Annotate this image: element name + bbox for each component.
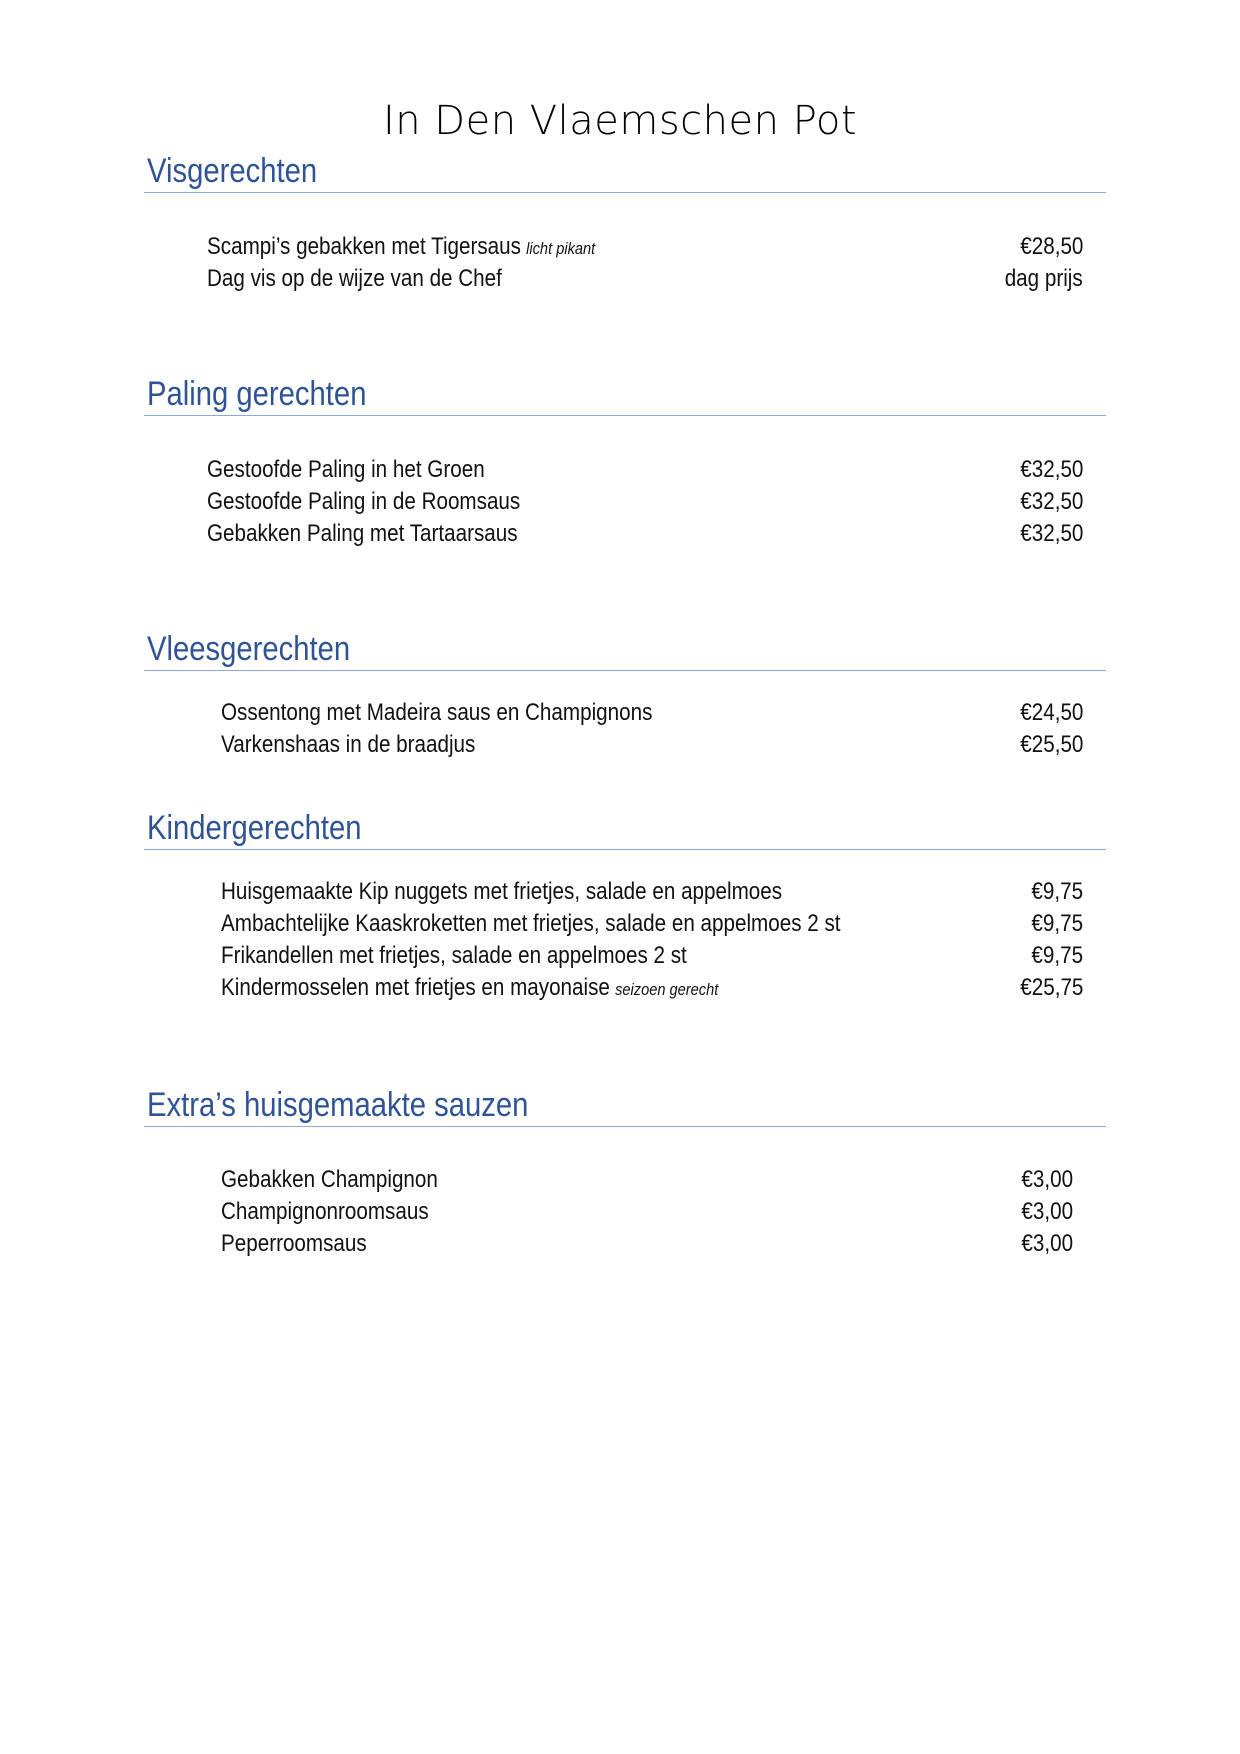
menu-item-name: Gebakken Champignon <box>221 1166 438 1193</box>
menu-item <box>144 231 1106 263</box>
menu-item-price: €3,00 <box>1021 1198 1073 1225</box>
menu-item-name-wrapper <box>221 1164 438 1196</box>
menu-item-price: €24,50 <box>1019 699 1083 726</box>
menu-item-price: €9,75 <box>1031 878 1083 905</box>
section-heading: Kindergerechten <box>147 809 362 847</box>
section-heading: Extra’s huisgemaakte sauzen <box>147 1086 529 1124</box>
menu-item-name: Peperroomsaus <box>221 1230 367 1257</box>
menu-item-name: Champignonroomsaus <box>221 1198 429 1225</box>
menu-item-name-wrapper <box>221 972 718 1006</box>
menu-item-price: €3,00 <box>1021 1230 1073 1257</box>
menu-item-name: Gestoofde Paling in het Groen <box>207 456 485 483</box>
menu-item <box>144 486 1106 518</box>
menu-item-list <box>144 454 1106 550</box>
menu-item <box>144 1196 1106 1228</box>
menu-item <box>144 876 1106 908</box>
menu-item <box>144 940 1106 972</box>
section-divider <box>144 849 1106 850</box>
menu-item-price: €25,75 <box>1019 974 1083 1001</box>
menu-item-list <box>144 876 1106 1004</box>
menu-item-name-wrapper <box>207 518 518 550</box>
menu-item-list <box>144 697 1106 761</box>
menu-item-price: €32,50 <box>1019 456 1083 483</box>
section-divider <box>144 1126 1106 1127</box>
menu-item-price: €28,50 <box>1019 233 1083 260</box>
menu-item-note: licht pikant <box>526 239 596 258</box>
menu-item-name-wrapper <box>221 697 652 729</box>
section-heading: Vleesgerechten <box>147 630 351 668</box>
menu-item-price: €9,75 <box>1031 910 1083 937</box>
menu-item-name: Kindermosselen met frietjes en mayonaise <box>221 974 610 1001</box>
menu-item-name: Frikandellen met frietjes, salade en appelmoes 2 st <box>221 942 687 969</box>
menu-item-name-wrapper <box>221 908 841 940</box>
menu-item-list <box>144 1164 1106 1260</box>
menu-item-name-wrapper <box>221 729 475 761</box>
menu-item <box>144 729 1106 761</box>
menu-item <box>144 908 1106 940</box>
menu-item <box>144 263 1106 295</box>
menu-item <box>144 697 1106 729</box>
section-divider <box>144 415 1106 416</box>
menu-item-name-wrapper <box>207 231 595 265</box>
section-heading: Paling gerechten <box>147 375 367 413</box>
menu-item-name: Gebakken Paling met Tartaarsaus <box>207 520 518 547</box>
menu-item-price: €3,00 <box>1021 1166 1073 1193</box>
menu-item-name: Varkenshaas in de braadjus <box>221 731 476 758</box>
section-divider <box>144 670 1106 671</box>
menu-item-price: €25,50 <box>1019 731 1083 758</box>
menu-item-list <box>144 231 1106 295</box>
menu-item-name-wrapper <box>207 454 485 486</box>
restaurant-title: In Den Vlaemschen Pot <box>382 98 858 144</box>
menu-item-name: Gestoofde Paling in de Roomsaus <box>207 488 521 515</box>
menu-item-name: Scampi’s gebakken met Tigersaus <box>207 233 521 260</box>
menu-item <box>144 1228 1106 1260</box>
menu-item-price: €32,50 <box>1019 488 1083 515</box>
menu-item <box>144 454 1106 486</box>
menu-item-price: €9,75 <box>1031 942 1083 969</box>
menu-item-name-wrapper <box>221 876 782 908</box>
menu-item <box>144 518 1106 550</box>
menu-item-name: Dag vis op de wijze van de Chef <box>207 265 502 292</box>
menu-item-note: seizoen gerecht <box>615 980 719 999</box>
menu-item-price: dag prijs <box>1004 265 1083 292</box>
menu-item-name: Huisgemaakte Kip nuggets met frietjes, salade en appelmoes <box>221 878 783 905</box>
menu-item-name-wrapper <box>207 263 502 295</box>
menu-item-name-wrapper <box>221 940 687 972</box>
menu-item-name-wrapper <box>221 1228 367 1260</box>
section-divider <box>144 192 1106 193</box>
section-heading: Visgerechten <box>147 152 318 190</box>
menu-item-name: Ambachtelijke Kaaskroketten met frietjes, salade en appelmoes 2 st <box>221 910 841 937</box>
menu-item <box>144 972 1106 1004</box>
menu-item <box>144 1164 1106 1196</box>
menu-item-name: Ossentong met Madeira saus en Champignons <box>221 699 653 726</box>
menu-item-price: €32,50 <box>1019 520 1083 547</box>
menu-item-name-wrapper <box>221 1196 429 1228</box>
menu-item-name-wrapper <box>207 486 520 518</box>
